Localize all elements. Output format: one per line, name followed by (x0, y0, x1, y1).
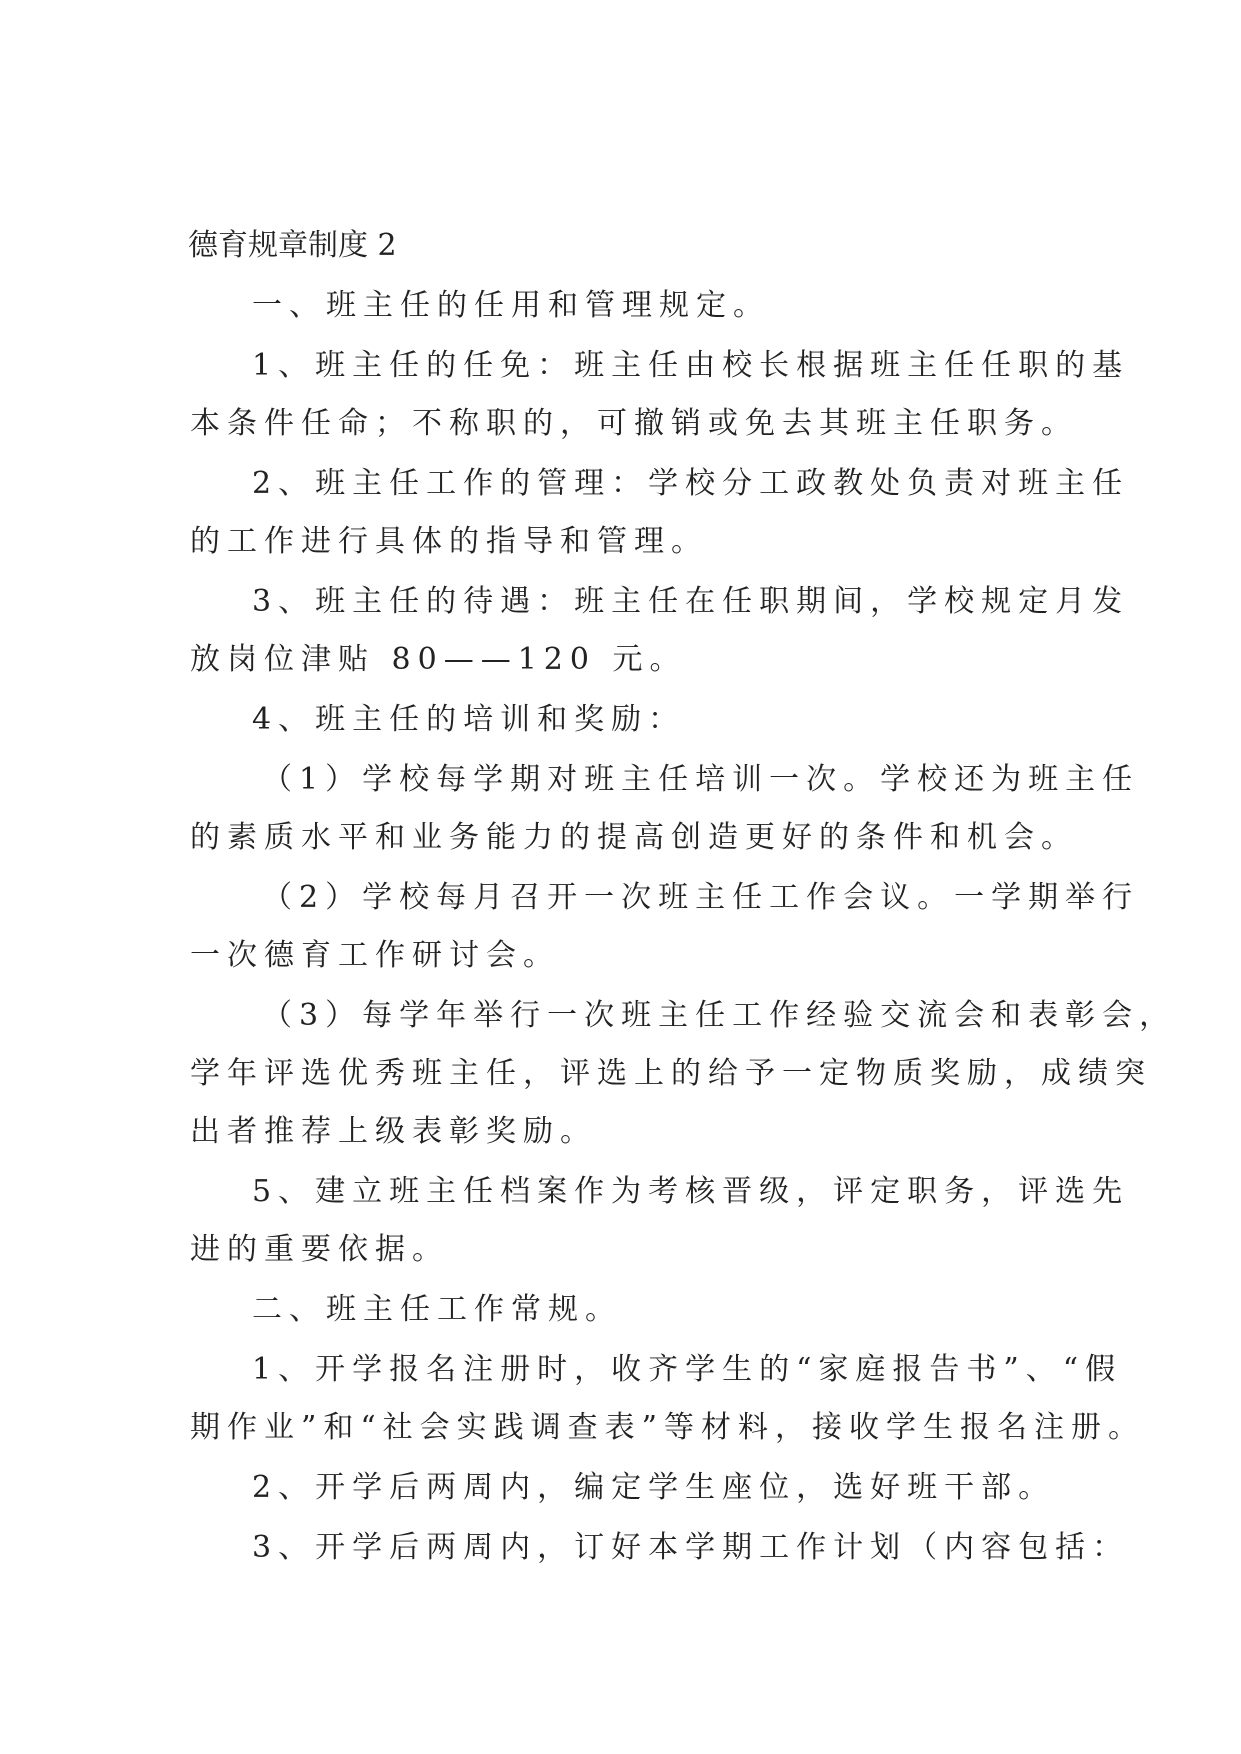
text-line: 5、建立班主任档案作为考核晋级，评定职务，评选先 (252, 1174, 1130, 1209)
text-line: 1、开学报名注册时，收齐学生的“家庭报告书”、“假 (252, 1352, 1123, 1387)
section-heading: 一、班主任的任用和管理规定。 (252, 288, 770, 323)
text-line: 1、班主任的任免：班主任由校长根据班主任任职的基 (252, 348, 1130, 383)
text-line: 4、班主任的培训和奖励： (252, 702, 686, 737)
text-line: 的素质水平和业务能力的提高创造更好的条件和机会。 (190, 820, 1078, 855)
text-line: 放岗位津贴 80——120 元。 (190, 642, 687, 677)
text-line: （2）学校每月召开一次班主任工作会议。一学期举行 (262, 880, 1140, 915)
text-line: 3、班主任的待遇：班主任在任职期间，学校规定月发 (252, 584, 1130, 619)
text-line: （1）学校每学期对班主任培训一次。学校还为班主任 (262, 762, 1140, 797)
text-line: 2、班主任工作的管理：学校分工政教处负责对班主任 (252, 466, 1130, 501)
text-line: （3）每学年举行一次班主任工作经验交流会和表彰会， (262, 998, 1177, 1033)
text-line: 3、开学后两周内，订好本学期工作计划（内容包括： (252, 1530, 1130, 1565)
text-line: 出者推荐上级表彰奖励。 (190, 1114, 597, 1149)
section-heading: 二、班主任工作常规。 (252, 1292, 622, 1327)
text-line: 进的重要依据。 (190, 1232, 449, 1267)
text-line: 本条件任命；不称职的，可撤销或免去其班主任职务。 (190, 406, 1078, 441)
text-line: 的工作进行具体的指导和管理。 (190, 524, 708, 559)
text-line: 期作业”和“社会实践调查表”等材料，接收学生报名注册。 (190, 1410, 1146, 1445)
document-title: 德育规章制度 2 (188, 228, 397, 263)
text-line: 一次德育工作研讨会。 (190, 938, 560, 973)
text-line: 2、开学后两周内，编定学生座位，选好班干部。 (252, 1470, 1056, 1505)
text-line: 学年评选优秀班主任，评选上的给予一定物质奖励，成绩突 (190, 1056, 1152, 1091)
